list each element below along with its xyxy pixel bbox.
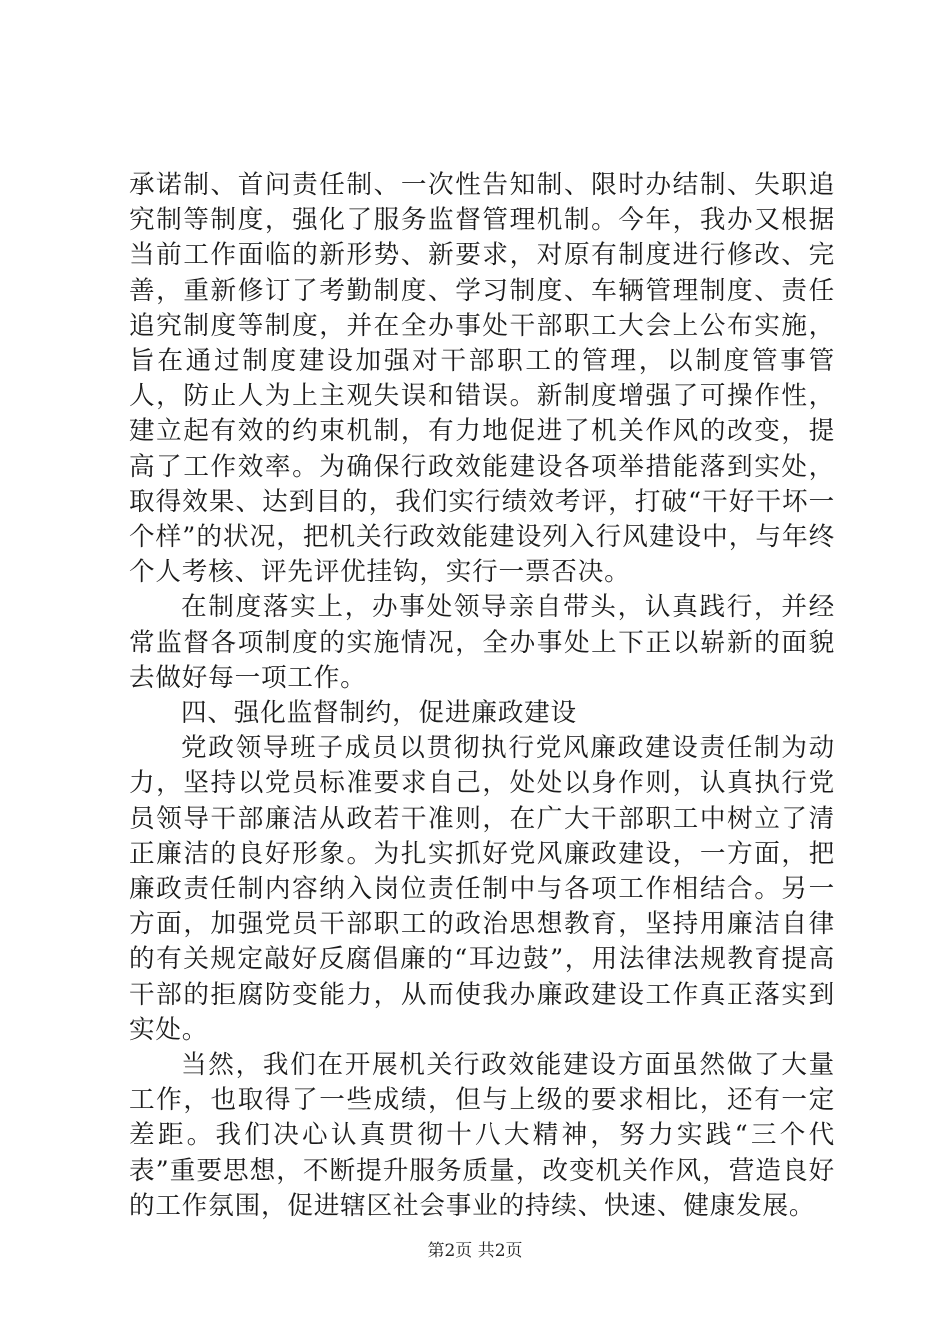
paragraph-integrity: 党政领导班子成员以贯彻执行党风廉政建设责任制为动力，坚持以党员标准要求自己，处处以身作则，认真执行党员领导干部廉洁从政若干准则，在广大干部职工中树立了清正廉洁的良好形象。为扎实抓好党风廉政建设，一方面，把廉政责任制内容纳入岗位责任制中与各项工作相结合。另一方面，加强党员干部职工的政治思想教育，坚持用廉洁自律的有关规定敲好反腐倡廉的“耳边鼓”，用法律法规教育提高干部的拒腐防变能力，从而使我办廉政建设工作真正落实到实处。 [129, 733, 835, 1045]
section-heading: 四、强化监督制约，促进廉政建设 [181, 698, 577, 729]
document-body [129, 168, 835, 1224]
paragraph-continuation: 承诺制、首问责任制、一次性告知制、限时办结制、失职追究制等制度，强化了服务监督管理机制。今年，我办又根据当前工作面临的新形势、新要求，对原有制度进行修改、完善，重新修订了考勤制度、学习制度、车辆管理制度、责任追究制度等制度，并在全办事处干部职工大会上公布实施，旨在通过制度建设加强对干部职工的管理，以制度管事管人，防止人为上主观失误和错误。新制度增强了可操作性，建立起有效的约束机制，有力地促进了机关作风的改变，提高了工作效率。为确保行政效能建设各项举措能落到实处，取得效果、达到目的，我们实行绩效考评，打破“干好干坏一个样”的状况，把机关行政效能建设列入行风建设中，与年终个人考核、评先评优挂钩，实行一票否决。 [129, 170, 835, 588]
page-footer: 第2页 共2页 [427, 1241, 523, 1261]
paragraph-implementation: 在制度落实上，办事处领导亲自带头，认真践行，并经常监督各项制度的实施情况，全办事处上下正以崭新的面貌去做好每一项工作。 [129, 592, 835, 693]
paragraph-conclusion: 当然，我们在开展机关行政效能建设方面虽然做了大量工作，也取得了一些成绩，但与上级的要求相比，还有一定差距。我们决心认真贯彻十八大精神，努力实践“三个代表”重要思想，不断提升服务质量，改变机关作风，营造良好的工作氛围，促进辖区社会事业的持续、快速、健康发展。 [129, 1050, 835, 1221]
